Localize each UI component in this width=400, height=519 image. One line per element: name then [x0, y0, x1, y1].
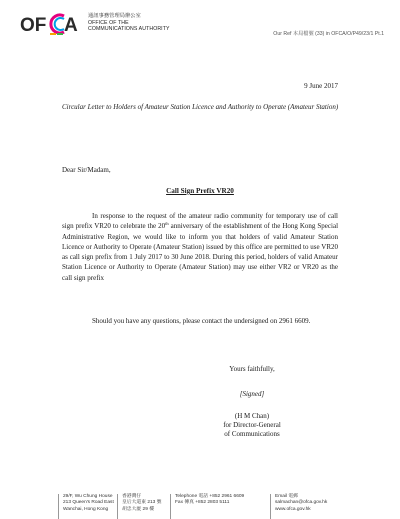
signatory-title-2: of Communications: [224, 430, 280, 438]
org-name-chinese: 通訊事務管理局辦公室: [88, 13, 141, 19]
footer-fax: Fax 傳真 +852 2803 5111: [175, 500, 230, 506]
ofca-logo: [20, 12, 84, 36]
footer-address-zh-3: 胡忠大廈 29 樓: [122, 506, 154, 512]
para1-text-b: anniversary of the establishment of the Hong Kong Special Administrative Region, we would like to inform you that holders of valid Amateur Station Licence or Authority to Operate (Amateur Station) issued by this office are permitted to use VR20 as call sign prefix from 1 July 2017 to 30 June 2018. During this period, holders of valid Amateur Station Licence or Authority to Operate (Amateur Station) may use either VR2 or VR20 as the call sign prefix: [62, 222, 339, 282]
para1-text-a: In response to the request of the amateur radio community for temporary use of call sign prefix VR20 to celebrate the 20: [62, 212, 338, 231]
signatory-title-1: for Director-General: [223, 421, 281, 429]
footer-address-zh-1: 香港灣仔: [122, 494, 142, 499]
letter-date: 9 June 2017: [304, 82, 338, 90]
signature-placeholder: [Signed]: [239, 390, 265, 398]
letter-footer: [0, 491, 400, 519]
letterhead: [0, 0, 400, 44]
footer-address-en-2: 213 Queen's Road East: [63, 500, 114, 506]
letter-heading: Call Sign Prefix VR20: [166, 187, 234, 195]
reference-number: Our Ref 本局檔號 (33) in OFCA/O/P49/23/1 Pt.1: [273, 31, 384, 37]
footer-address-zh: [117, 494, 161, 519]
para1-superscript: th: [165, 221, 169, 227]
footer-address-en-1: 29/F, Wu Chung House: [63, 494, 113, 499]
letter-subject: Circular Letter to Holders of Amateur Station Licence and Authority to Operate (Amateur Station): [62, 103, 339, 111]
org-name-line2: COMMUNICATIONS AUTHORITY: [88, 26, 170, 32]
para2-text: Should you have any questions, please contact the undersigned on 2961 6609.: [92, 317, 311, 325]
signatory-name: (H M Chan): [234, 412, 270, 420]
footer-address-en-3: Wanchai, Hong Kong: [63, 506, 109, 512]
complimentary-close: Yours faithfully,: [229, 365, 275, 373]
footer-telephone: Telephone 電話 +852 2961 6609: [175, 494, 245, 499]
footer-phone-fax: [170, 494, 244, 519]
footer-website-link[interactable]: www.ofca.gov.hk: [275, 506, 311, 512]
svg-text:A: A: [64, 15, 78, 36]
org-name: [88, 13, 170, 33]
footer-email-link[interactable]: salmachan@ofca.gov.hk: [275, 500, 328, 506]
salutation: Dear Sir/Madam,: [62, 166, 111, 174]
footer-address-zh-2: 皇后大道東 213 號: [122, 500, 162, 506]
footer-contact: [270, 494, 327, 519]
body-paragraph-1: [62, 211, 338, 283]
org-name-line1: OFFICE OF THE: [88, 19, 129, 26]
body-paragraph-2: [62, 316, 338, 326]
footer-address-en: [58, 494, 114, 519]
footer-email-label: Email 電郵: [275, 494, 298, 499]
svg-text:OF: OF: [20, 15, 47, 36]
